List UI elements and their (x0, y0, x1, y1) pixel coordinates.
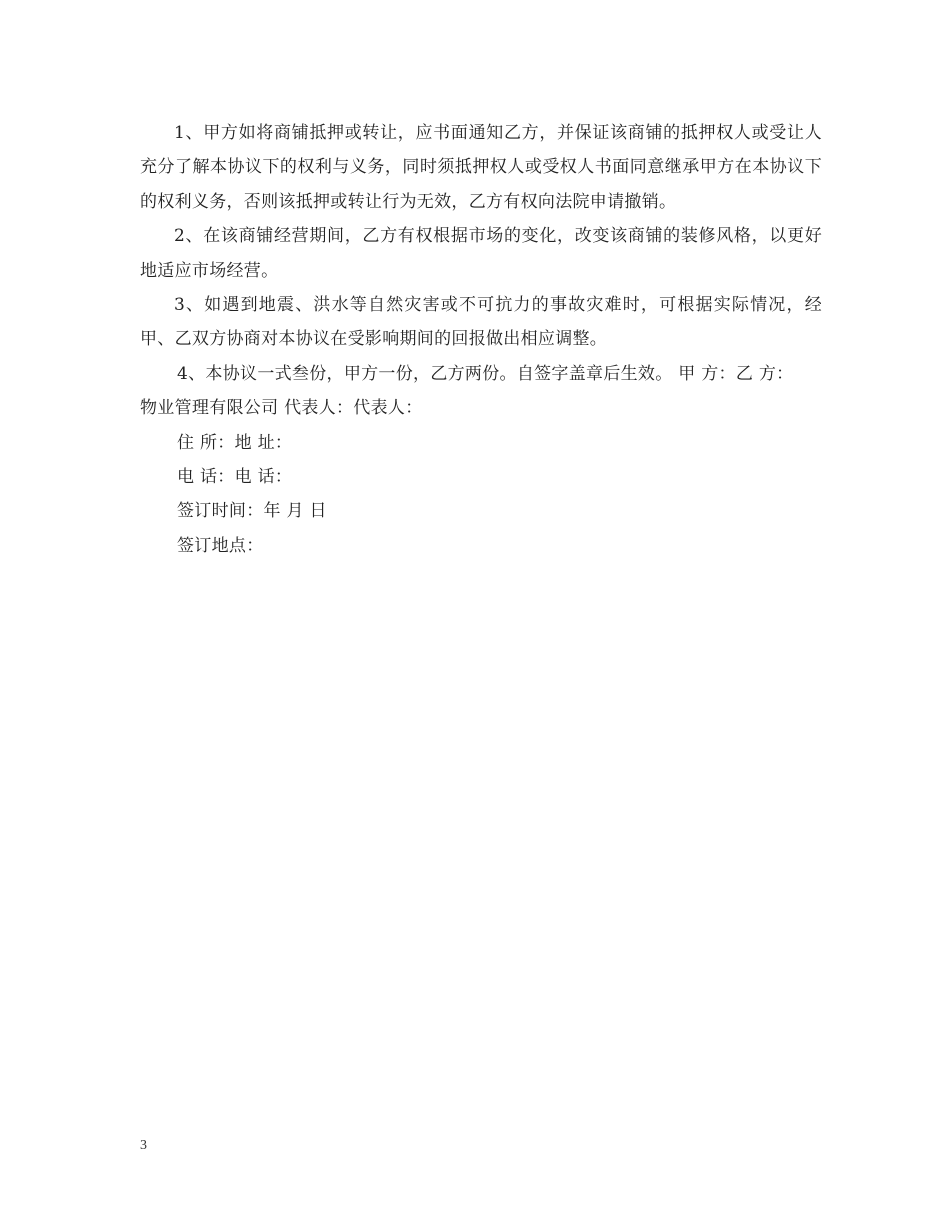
clause-2: 2、在该商铺经营期间，乙方有权根据市场的变化，改变该商铺的装修风格，以更好地适应市场经营。 (140, 226, 822, 281)
sign-place-line: 签订地点： (177, 535, 264, 556)
clause-4-line-2: 物业管理有限公司 代表人：代表人： (140, 398, 423, 419)
document-body (140, 116, 822, 563)
sign-date-line: 签订时间：年 月 日 (177, 501, 327, 522)
page-number: 3 (140, 1138, 147, 1153)
phone-line: 电 话：电 话： (177, 467, 293, 488)
clause-3: 3、如遇到地震、洪水等自然灾害或不可抗力的事故灾难时，可根据实际情况，经甲、乙双方协商对本协议在受影响期间的回报做出相应调整。 (140, 295, 822, 350)
address-line: 住 所：地 址： (177, 432, 293, 453)
clause-4-line-1: 4、本协议一式叁份，甲方一份，乙方两份。自签字盖章后生效。 甲 方：乙 方： (177, 363, 794, 384)
clause-1: 1、甲方如将商铺抵押或转让，应书面通知乙方，并保证该商铺的抵押权人或受让人充分了解本协议下的权利与义务，同时须抵押权人或受权人书面同意继承甲方在本协议下的权利义务，否则该抵押或转让行为无效，乙方有权向法院申请撤销。 (140, 123, 822, 212)
